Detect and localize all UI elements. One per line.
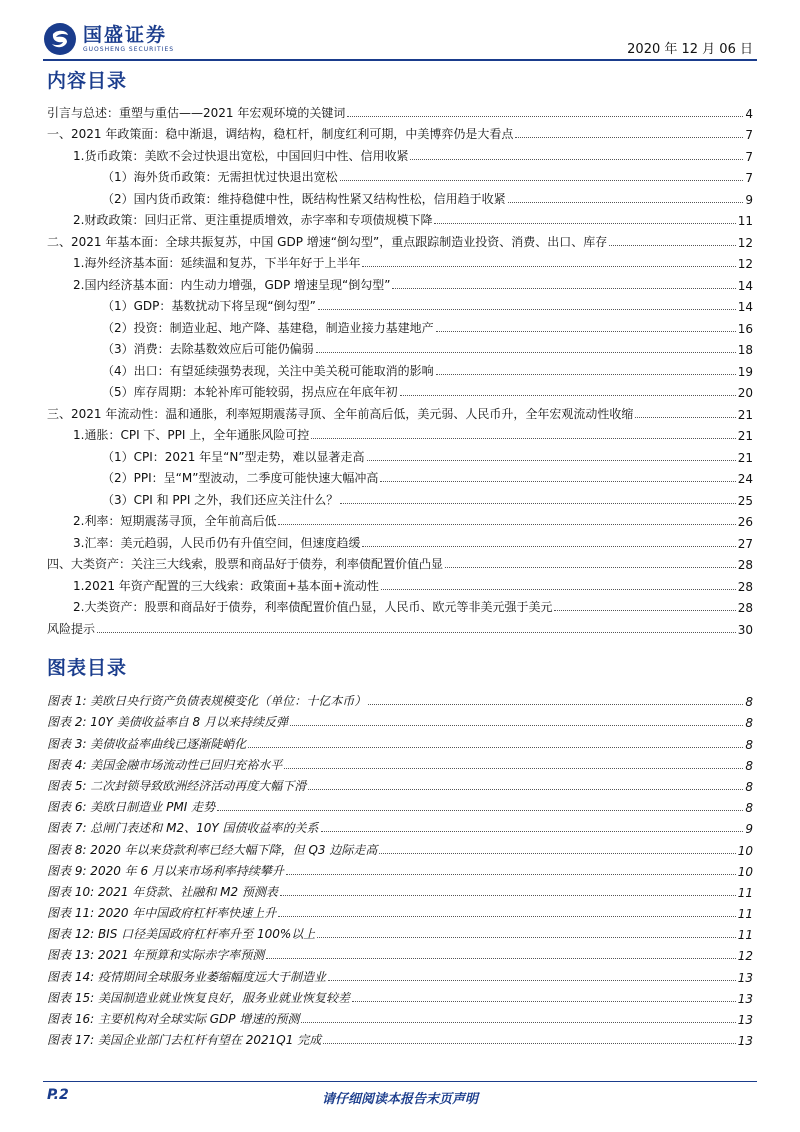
toc-entry[interactable]: [47, 207, 753, 229]
leader-dots: [347, 115, 743, 117]
brand-logo: [43, 22, 174, 56]
leader-dots: [436, 330, 736, 332]
leader-dots: [410, 158, 743, 160]
figure-entry[interactable]: [47, 1027, 753, 1048]
toc-entry[interactable]: [47, 572, 753, 594]
leader-dots: [321, 830, 744, 832]
toc-entry[interactable]: [47, 529, 753, 551]
figure-entry-page: 8: [745, 801, 753, 816]
figure-entry-text: 图表 10: 2021 年贷款、社融和 M2 预测表: [47, 884, 278, 899]
toc-entry-page: 7: [745, 149, 753, 164]
toc-entry-page: 9: [745, 192, 753, 207]
brand-name-en: GUOSHENG SECURITIES: [83, 46, 175, 53]
toc-entry-text: 2.大类资产：股票和商品好于债券，利率债配置价值凸显，人民币、欧元等非美元强于美元: [73, 600, 553, 614]
leader-dots: [248, 746, 743, 748]
leader-dots: [316, 351, 736, 353]
leader-dots: [284, 767, 743, 769]
figure-entry[interactable]: [47, 836, 753, 857]
leader-dots: [381, 588, 736, 590]
brand-logo-icon: [43, 22, 77, 56]
toc-entry-text: 3.汇率：美元趋弱，人民币仍有升值空间，但速度趋缓: [73, 535, 361, 550]
toc-entry[interactable]: [47, 422, 753, 444]
toc-entry-text: 1.货币政策：美欧不会过快退出宽松，中国回归中性、信用收紧: [73, 148, 409, 163]
toc-entry[interactable]: [47, 443, 753, 465]
figure-entry-text: 图表 5: 二次封锁导致欧洲经济活动再度大幅下滑: [47, 778, 307, 793]
toc-entry-text: 二、2021 年基本面：全球共振复苏，中国 GDP 增速“倒勾型”，重点跟踪制造业投资、消费、出口、库存: [47, 234, 608, 249]
leader-dots: [217, 809, 743, 811]
figure-entry[interactable]: [47, 858, 753, 879]
leader-dots: [368, 703, 743, 705]
figure-entry-text: 图表 15: 美国制造业就业恢复良好，服务业就业恢复较差: [47, 990, 350, 1005]
toc-entry-page: 26: [737, 515, 753, 529]
leader-dots: [352, 1000, 736, 1002]
figure-entry-page: 8: [745, 737, 753, 752]
figure-entry[interactable]: [47, 1006, 753, 1027]
toc-entry-text: 一、2021 年政策面：稳中渐退，调结构，稳杠杆，制度红利可期，中美博弈仍是大看点: [47, 127, 514, 141]
leader-dots: [290, 724, 743, 726]
toc-entry-text: 2.财政政策：回归正常、更注重提质增效，赤字率和专项债规模下降: [73, 213, 433, 227]
toc-entry-text: 1.通胀：CPI 下、PPI 上，全年通胀风险可控: [73, 428, 310, 442]
figure-entry-page: 12: [737, 949, 753, 964]
toc-entry[interactable]: [47, 379, 753, 401]
figure-entry[interactable]: [47, 752, 753, 773]
toc-entry-page: 4: [745, 106, 753, 121]
leader-dots: [554, 609, 735, 611]
leader-dots: [380, 480, 735, 482]
figure-entry-page: 13: [737, 1013, 753, 1027]
page-header: [0, 0, 800, 62]
leader-dots: [301, 1021, 735, 1023]
figure-entry-page: 10: [737, 843, 753, 858]
toc-entry[interactable]: [47, 465, 753, 487]
toc-entry-text: （2）投资：制造业起、地产降、基建稳，制造业接力基建地产: [102, 320, 434, 335]
leader-dots: [508, 201, 744, 203]
figure-entry-text: 图表 4: 美国金融市场流动性已回归充裕水平: [47, 757, 283, 772]
leader-dots: [308, 788, 743, 790]
figure-entry[interactable]: [47, 879, 753, 900]
contents-title: 内容目录: [47, 70, 128, 92]
footer-disclaimer: 请仔细阅读本报告末页声明: [321, 1092, 478, 1107]
toc-entry-page: 21: [737, 429, 753, 443]
figure-entry-page: 10: [737, 864, 753, 879]
figure-entry[interactable]: [47, 794, 753, 815]
leader-dots: [317, 936, 735, 938]
figure-entry[interactable]: [47, 773, 753, 794]
toc-entry-page: 7: [745, 171, 753, 185]
toc-entry-page: 19: [737, 364, 753, 379]
leader-dots: [280, 894, 736, 896]
figure-entry-text: 图表 16: 主要机构对全球实际 GDP 增速的预测: [47, 1012, 300, 1026]
figure-entry[interactable]: [47, 921, 753, 942]
page-number: P.2: [47, 1087, 69, 1103]
leader-dots: [340, 179, 744, 181]
toc-entry-page: 11: [737, 214, 753, 228]
figure-entry-page: 8: [745, 695, 753, 710]
figure-entry-text: 图表 12: BIS 口径美国政府杠杆率升至 100%以上: [47, 927, 316, 942]
figure-entry-text: 图表 13: 2021 年预算和实际赤字率预测: [47, 948, 265, 963]
toc-entry[interactable]: [47, 142, 753, 164]
leader-dots: [362, 265, 735, 267]
toc-entry-text: 1.2021 年资产配置的三大线索：政策面+基本面+流动性: [73, 578, 379, 593]
toc-entry-page: 28: [737, 579, 753, 594]
toc-entry[interactable]: [47, 121, 753, 143]
figure-entry[interactable]: [47, 985, 753, 1006]
leader-dots: [323, 1042, 736, 1044]
toc-entry-page: 28: [737, 601, 753, 615]
toc-entry[interactable]: [47, 508, 753, 530]
figure-entry-page: 13: [737, 991, 753, 1006]
leader-dots: [266, 957, 735, 959]
toc-entry-page: 21: [737, 450, 753, 465]
toc-entry-page: 21: [737, 407, 753, 422]
figure-entry-text: 图表 6: 美欧日制造业 PMI 走势: [47, 800, 216, 815]
toc-entry-text: （5）库存周期：本轮补库可能较弱，拐点应在年底年初: [102, 385, 398, 399]
figure-entry[interactable]: [47, 963, 753, 984]
toc-entry-text: 1.海外经济基本面：延续温和复苏，下半年好于上半年: [73, 256, 361, 270]
toc-entry-text: （1）CPI：2021 年呈“N”型走势，难以显著走高: [102, 449, 365, 464]
leader-dots: [328, 979, 736, 981]
toc-entry-page: 12: [737, 235, 753, 250]
toc-entry-page: 25: [737, 493, 753, 508]
leader-dots: [286, 873, 736, 875]
toc-entry[interactable]: [47, 486, 753, 508]
toc-entry-page: 7: [745, 128, 753, 142]
toc-entry[interactable]: [47, 164, 753, 186]
figure-entry-page: 13: [737, 970, 753, 985]
leader-dots: [340, 502, 735, 504]
toc-entry-page: 16: [737, 321, 753, 336]
figure-entry-text: 图表 17: 美国企业部门去杠杆有望在 2021Q1 完成: [47, 1033, 322, 1048]
report-date: 2020 年 12 月 06 日: [627, 42, 753, 57]
figure-entry-page: 9: [745, 822, 753, 837]
leader-dots: [278, 523, 735, 525]
leader-dots: [311, 437, 735, 439]
toc-entry-page: 24: [737, 472, 753, 486]
figures-list: [47, 688, 753, 1048]
leader-dots: [318, 308, 736, 310]
header-divider: [43, 59, 757, 61]
figure-entry[interactable]: [47, 815, 753, 836]
toc-entry-text: 三、2021 年流动性：温和通胀，利率短期震荡寻顶、全年前高后低，美元弱、人民币升，全年宏观流动性收缩: [47, 406, 634, 421]
toc-entry-text: 2.利率：短期震荡寻顶，全年前高后低: [73, 514, 277, 528]
toc-entry[interactable]: [47, 293, 753, 315]
toc-entry-page: 12: [737, 257, 753, 271]
toc-entry-page: 20: [737, 386, 753, 400]
toc-entry-text: （1）海外货币政策：无需担忧过快退出宽松: [102, 170, 338, 184]
figure-entry-text: 图表 14: 疫情期间全球服务业萎缩幅度远大于制造业: [47, 969, 326, 984]
leader-dots: [515, 136, 743, 138]
leader-dots: [445, 566, 736, 568]
toc-entry-page: 28: [737, 558, 753, 572]
figure-entry[interactable]: [47, 730, 753, 751]
toc-entry-text: 风险提示: [47, 621, 96, 636]
toc-entry-page: 27: [737, 536, 753, 551]
figure-entry-text: 图表 8: 2020 年以来贷款利率已经大幅下降，但 Q3 边际走高: [47, 842, 378, 857]
leader-dots: [362, 545, 735, 547]
figure-entry[interactable]: [47, 688, 753, 709]
figure-entry-page: 8: [745, 758, 753, 773]
toc-entry-text: （2）国内货币政策：维持稳健中性，既结构性紧又结构性松，信用趋于收紧: [102, 191, 506, 206]
figure-entry-page: 11: [737, 928, 753, 943]
toc-entry-text: （1）GDP：基数扰动下将呈现“倒勾型”: [102, 299, 316, 313]
toc-entry-text: （4）出口：有望延续强势表现，关注中美关税可能取消的影响: [102, 363, 434, 378]
leader-dots: [609, 244, 736, 246]
toc-entry-text: 2.国内经济基本面：内生动力增强，GDP 增速呈现“倒勾型”: [73, 277, 391, 292]
figure-entry-page: 8: [745, 779, 753, 794]
figure-entry-page: 8: [745, 716, 753, 731]
figure-entry[interactable]: [47, 942, 753, 963]
figure-entry-text: 图表 9: 2020 年 6 月以来市场利率持续攀升: [47, 863, 284, 878]
figure-entry-text: 图表 3: 美债收益率曲线已逐渐陡峭化: [47, 736, 247, 751]
toc-entry-page: 30: [737, 622, 753, 637]
leader-dots: [367, 459, 736, 461]
toc-entry[interactable]: [47, 99, 753, 121]
figure-entry-text: 图表 7: 总闸门表述和 M2、10Y 国债收益率的关系: [47, 821, 319, 836]
toc-entry-text: （3）CPI 和 PPI 之外，我们还应关注什么？: [102, 492, 339, 507]
toc-entry[interactable]: [47, 400, 753, 422]
toc-entry[interactable]: [47, 615, 753, 637]
figure-entry-page: 11: [737, 907, 753, 922]
toc-entry[interactable]: [47, 594, 753, 616]
footer-divider: [43, 1081, 757, 1082]
toc-entry-page: 14: [737, 300, 753, 314]
figure-entry[interactable]: [47, 709, 753, 730]
toc-entry-text: 引言与总述：重塑与重估——2021 年宏观环境的关键词: [47, 105, 346, 120]
figure-entry[interactable]: [47, 900, 753, 921]
figure-entry-text: 图表 1: 美欧日央行资产负债表规模变化（单位：十亿本币）: [47, 694, 367, 709]
toc-entry-text: （3）消费：去除基数效应后可能仍偏弱: [102, 342, 314, 356]
toc-entry[interactable]: [47, 228, 753, 250]
figure-entry-page: 13: [737, 1034, 753, 1049]
toc-entry[interactable]: [47, 271, 753, 293]
figure-entry-page: 11: [737, 885, 753, 900]
brand-name: 国盛证券: [83, 24, 168, 46]
figure-entry-text: 图表 2: 10Y 美债收益率自 8 月以来持续反弹: [47, 715, 288, 730]
contents-list: [47, 99, 753, 637]
toc-entry-text: （2）PPI：呈“M”型波动，二季度可能快速大幅冲高: [102, 471, 379, 485]
leader-dots: [97, 631, 736, 633]
leader-dots: [400, 394, 736, 396]
toc-entry[interactable]: [47, 357, 753, 379]
toc-entry-page: 14: [737, 278, 753, 293]
figures-title: 图表目录: [47, 657, 128, 679]
leader-dots: [635, 416, 735, 418]
toc-entry[interactable]: [47, 314, 753, 336]
toc-entry-page: 18: [737, 343, 753, 357]
toc-entry-text: 四、大类资产：关注三大线索，股票和商品好于债券，利率债配置价值凸显: [47, 557, 444, 571]
leader-dots: [392, 287, 735, 289]
toc-entry[interactable]: [47, 250, 753, 272]
toc-entry[interactable]: [47, 551, 753, 573]
toc-entry[interactable]: [47, 336, 753, 358]
toc-entry[interactable]: [47, 185, 753, 207]
leader-dots: [278, 915, 735, 917]
leader-dots: [436, 373, 736, 375]
leader-dots: [434, 222, 735, 224]
leader-dots: [379, 852, 735, 854]
figure-entry-text: 图表 11: 2020 年中国政府杠杆率快速上升: [47, 906, 277, 921]
